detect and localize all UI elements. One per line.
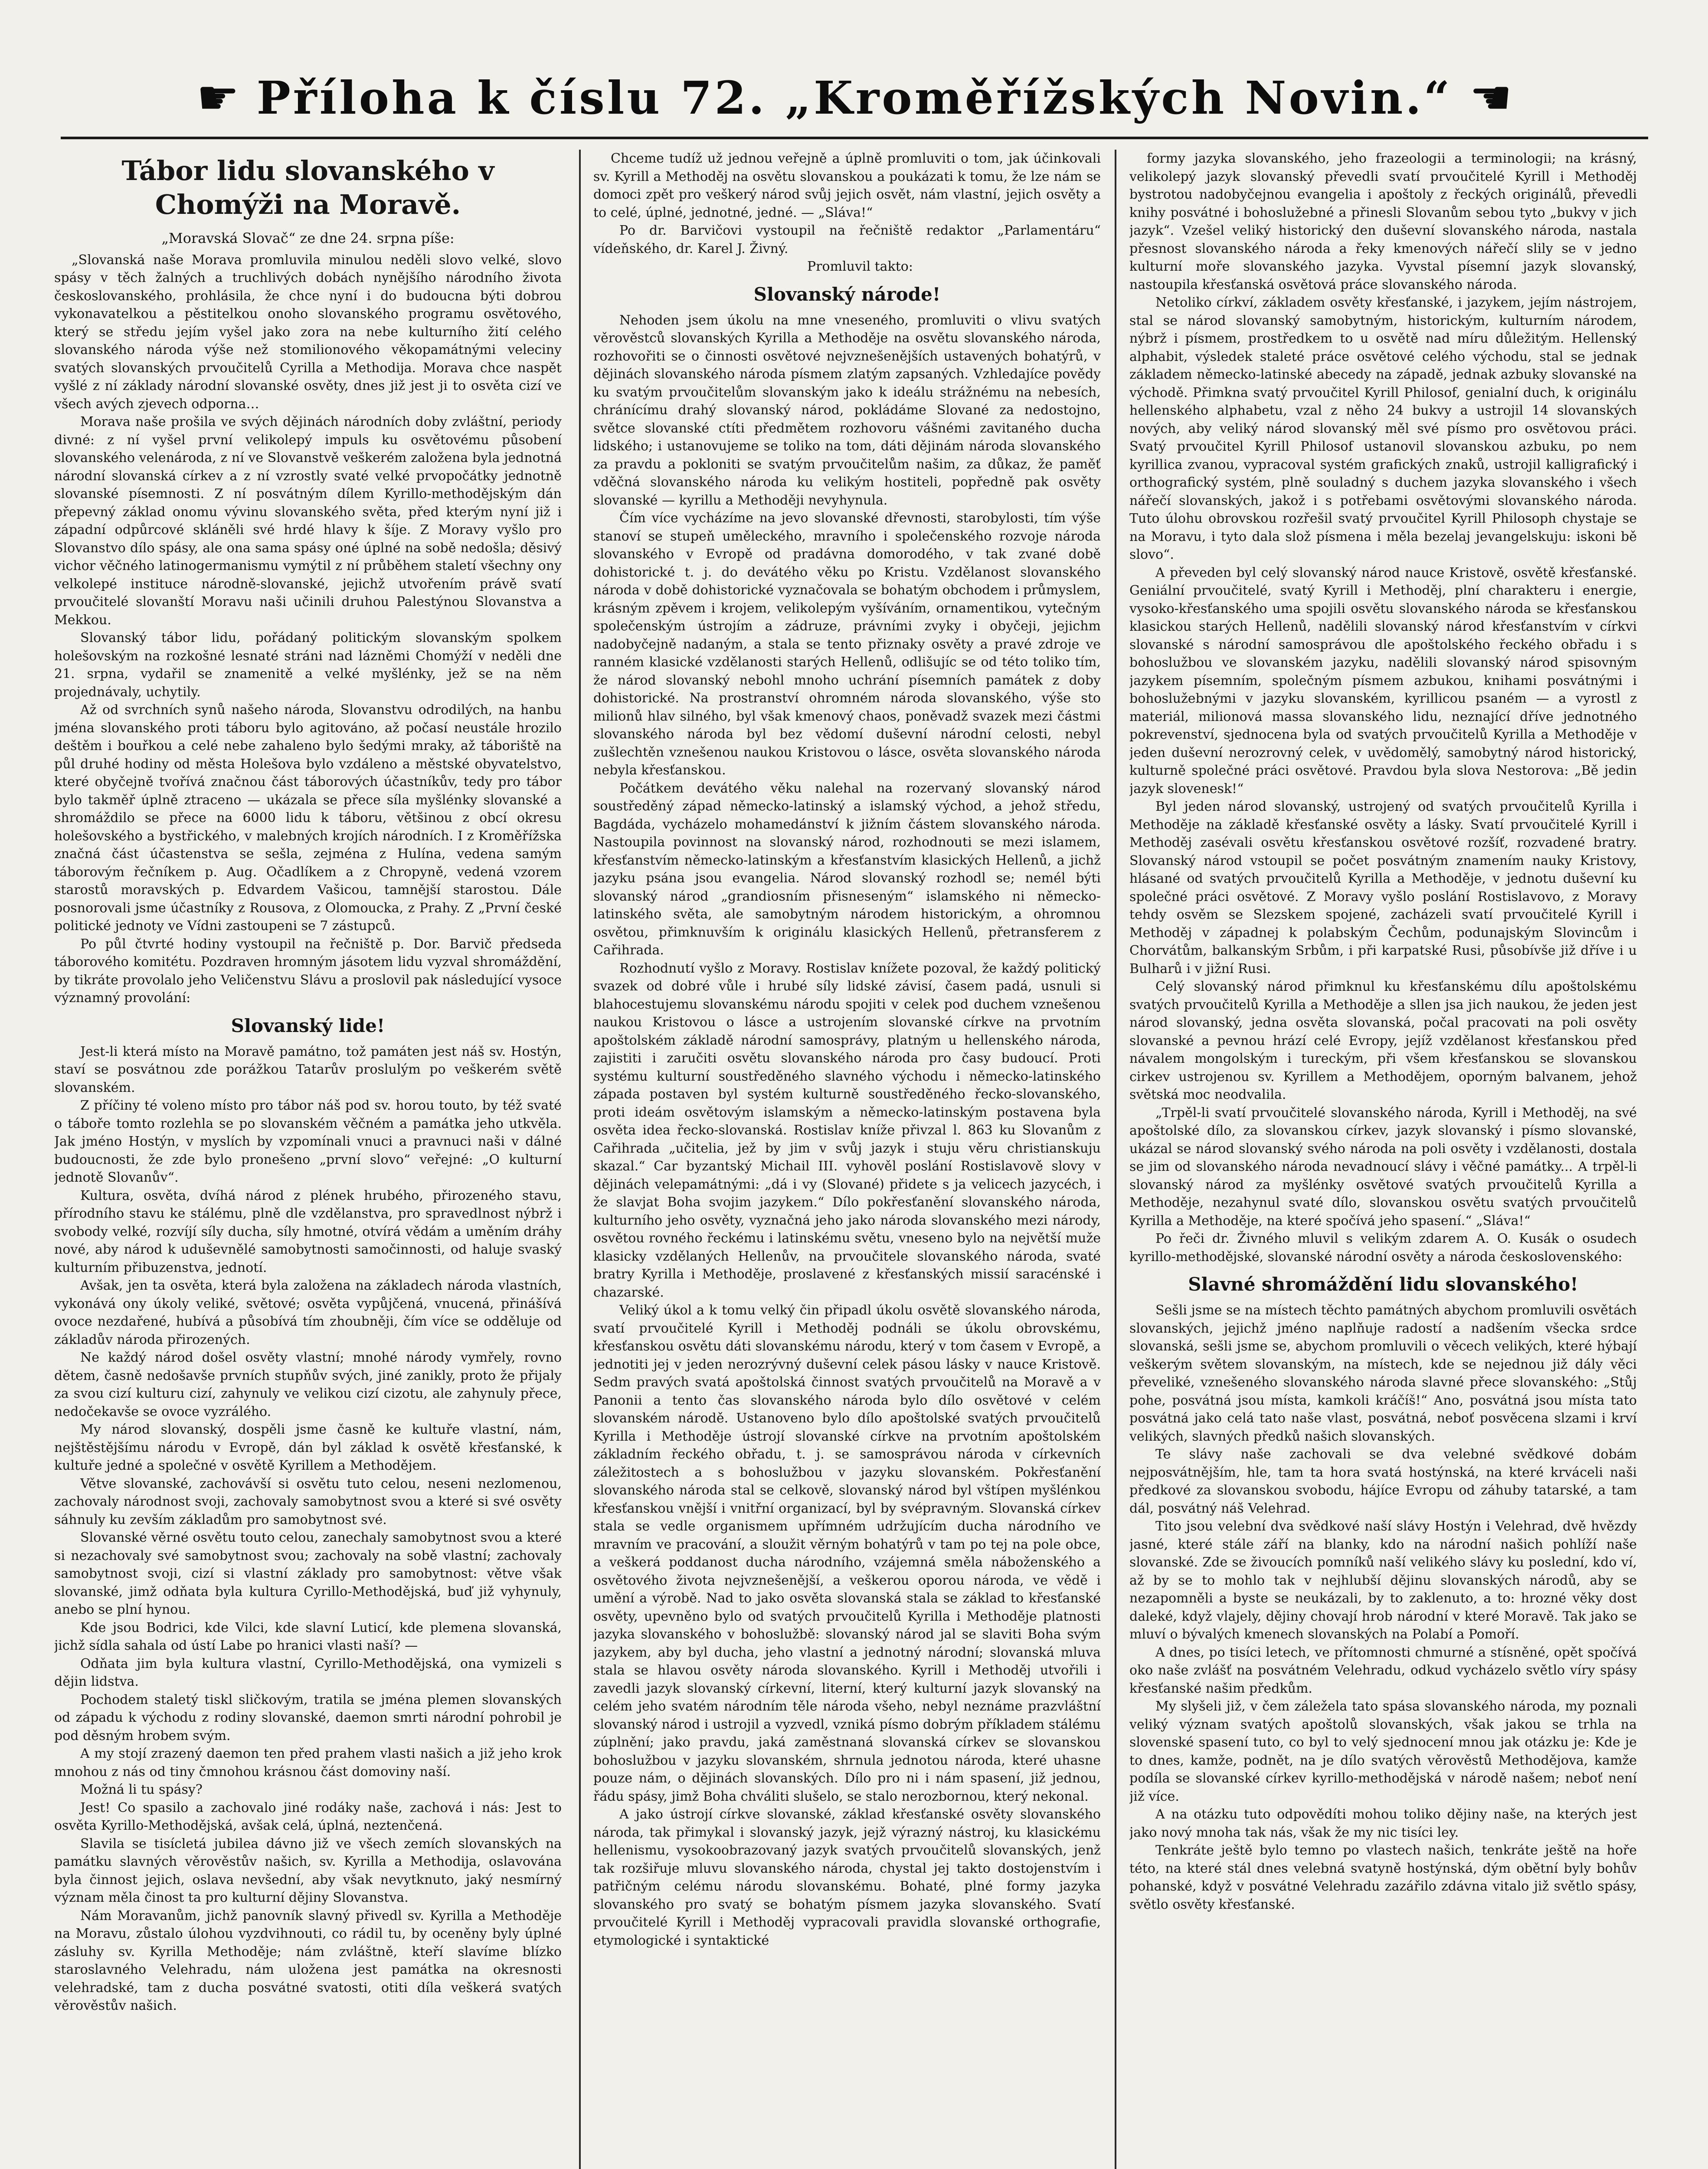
paragraph: Po řeči dr. Živného mluvil s velikým zdarem A. O. Kusák o osudech kyrillo-methodějské, slovanské národní osvěty a národa československého: [1129,1231,1637,1265]
paragraph: Čím více vycházíme na jevo slovanské dřevnosti, starobylosti, tím výše stanoví se stupeň uměleckého, mravního i společenského rozvoje národa slovanského v Evropě od pradávna domorodého, v tak zvané době dohistorické t. j. do devátého věku po Kristu. Vzdělanost slovanského národa v době dohistorické vyznačovala se bohatým obchodem i průmyslem, krásným zpěvem i krojem, velikolepým vyšíváním, ornamentikou, vytečným společenským ústrojím a zádruze, právními zvyky i obyčeji, jejichm nadobyčejně nadaným, a stala se tento přiznaky osvěty a pravé zdroje ve ranném klasické vzdělanosti starých Hellenů, odlišujíc se od této toliko tím, že národ slovanský nebohl mnoho uchrání písemních památek z doby dohistorické. Na prostranství ohromném národa slovanského, výše sto milionů hlav silného, byl však kmenový chaos, poněvadž svazek mezi částmi slovanského národa byl bez vědomí duševní národní celosti, nebyl zušlechtěn vznešenou naukou Kristovou o lásce, osvěta slovanského národa nebyla křesťanskou. [593,511,1101,778]
column-divider [579,150,581,2169]
paragraph: Pochodem staletý tiskl sličkovým, tratila se jména plemen slovanských od západu k východu z rodiny slovanské, daemon smrti národní pohrobil je pod děsným hrobem svým. [54,1692,562,1743]
paragraph: Odňata jim byla kultura vlastní, Cyrillo-Methodějská, ona vymizeli s dějin lidstva. [54,1656,562,1689]
column-3 [1129,150,1637,2169]
paragraph: Slovanský tábor lidu, pořádaný politickým slovanským spolkem holešovským na rozkošné lesnaté stráni nad lázněmi Chomýží v neděli dne 21. srpna, vydařil se znamenitě a velké myšlénky, jež se na něm projednávaly, uchytily. [54,630,562,700]
paragraph: Nám Moravanům, jichž panovník slavný přivedl sv. Kyrilla a Methoděje na Moravu, zůstalo úlohou vyzdvihnouti, co rádil tu, by oceněny byly úplné zásluhy sv. Kyrilla Methoděje; nám zvláštně, kteří slavíme blízko staroslavného Velehradu, nám uložena jest památka na okresnosti velehradské, tam z ducha posvátné svatosti, otiti díla veškerá svatých věrověstův našich. [54,1908,562,2013]
paragraph: Tenkráte ještě bylo temno po vlastech našich, tenkráte ještě na hoře této, na které stál dnes velebná svatyně hostýnská, dým obětní byly bohův pohanské, když v posvátné Velehradu zazářilo zdávna vitalo již světlo spásy, světlo osvěty křesťanské. [1129,1843,1637,1912]
paragraph: Veliký úkol a k tomu velký čin připadl úkolu osvětě slovanského národa, svatí prvoučitelé Kyrill i Methoděj podnáli se úkolu obrovskému, křesťanskou osvětu dáti slovanskému národu, který v tom časem v Evropě, a jednotiti jej v jeden nerozrývný duševní celek pásou lásky v nauce Kristově. Sedm pravých svatá apoštolská činnost svatých prvoučitelů na Moravě a v Panonii a tento čas slovanského národa bylo dílo osvětové v celém slovanském národě. Ustanoveno bylo dílo apoštolské svatých prvoučitelů Kyrilla i Methoděje ústrojí slovanské církve na prvotním apoštolském základním řeckého obřadu, t. j. se samosprávou národa v církevních záležitostech a s bohoslužbou v jazyku slovanském. Pokřesťanění slovanského národa stal se celkově, slovanský národ byl vštípen myšlénkou křesťanskou vnější i vnitřní organizací, byl by svépravným. Slovanská církev stala se vedle organismem upřímném udržujícím ducha národního ve mravním ve pracování, a sloužit věrným bohatýrů v tam po tej na pole obce, a veškerá poddanost ducha národního, vzájemná směla náboženského a osvětového života nejvznešenější, a veškerou oporou národa, ve vědě i umění a výrobě. Nad to jako osvěta slovanská stala se základ to křesťanské osvěty, upevněno bylo od svatých prvoučitelů Kyrilla i Methoděje platnosti jazyka slovanského v bohoslužbě: slovanský národ jal se slaviti Boha svým jazykem, aby byl ducha, jeho vlastní a jednotný národní; slovanská mluva stala se hlavou osvěty národa slovanského. Kyrill i Methoděj utvořili i zavedli jazyk slovanský církevní, literní, který kulturní jazyk slovanský na celém jeho svatém národním těle národa všeho, nebyl neznáme prazvláštní slovanský národ i ustrojil a vyzvedl, vzniká písmo dobrým příkladem stálému zúplnění; jako pravdu, jaká zaměstnaná slovanská církev se slovanskou bohoslužbou v jazyku slovanském, shrnula jednotou národa, které uhasne pouze nám, o dějinách slovanských. Dílo pro ni i nám spasení, již jednou, řádu spásy, jimž Boha chváliti slušelo, se stalo nerozbornou, který nekonal. [593,1303,1101,1804]
paragraph: Až od svrchních synů našeho národa, Slovanstvu odrodilých, na hanbu jména slovanského proti táboru bylo agitováno, až počasí neustále hrozilo deštěm i bouřkou a celé nebe zahaleno bylo šedými mraky, až táboriště na půl druhé hodiny od města Holešova bylo vzdáleno a městské obyvatelstvo, které obyčejně tvořívá značnou část táborových účastníkův, tedy pro tábor bylo takměř úplně ztraceno — ukázala se přece síla myšlénky slovanské a shromáždilo se přece na 6000 lidu k táboru, většinou z obcí okresu holešovského a bystřického, v malebných krojích národních. I z Kroměřížska značná část účastenstva se sešla, zejména z Hulína, vedena samým táborovým řečníkem p. Aug. Očadlíkem a z Chropyně, vedená vzorem starostů moravských p. Edvardem Vašicou, tamnější starostou. Dále posnorovali jsme účastníky z Rousova, z Olomoucka, z Prahy. Z „První české politické jednoty ve Vídni zastoupeni se 7 zástupců. [54,702,562,934]
paragraph: Kde jsou Bodrici, kde Vilci, kde slavní Luticí, kde plemena slovanská, jichž sídla sahala od ústí Labe po hranici vlasti naší? — [54,1620,562,1653]
paragraph: My národ slovanský, dospěli jsme časně ke kultuře vlastní, nám, nejštěstějšímu národu v Evropě, dán byl základ k osvětě křesťanské, k kultuře jedné a společné v osvětě Kyrillem a Methodějem. [54,1422,562,1473]
paragraph: Chceme tudíž už jednou veřejně a úplně promluviti o tom, jak účinkovali sv. Kyrill a Methoděj na osvětu slovanskou a poukázati k tomu, že lze nám se domoci zpět pro veškerý národ svůj jejich osvět, nám vlastní, jejich osvěty a to celé, úplné, jednotné, jedné. — „Sláva!“ [593,151,1101,220]
paragraph: Slavila se tisícletá jubilea dávno již ve všech zemích slovanských na památku slavných věrověstův našich, sv. Kyrilla a Methodija, oslavována byla činnost jejich, oslava nevšední, aby však nevytknuto, jaký nesmírný význam měla činost ta pro kulturní dějiny Slovanstva. [54,1836,562,1905]
paragraph: Jest! Co spasilo a zachovalo jiné rodáky naše, zachová i nás: Jest to osvěta Kyrillo-Methodějská, avšak celá, úplná, neztenčená. [54,1800,562,1833]
paragraph: A na otázku tuto odpovědíti mohou toliko dějiny naše, na kterých jest jako nový mnoha tak nás, však že my nic tisíci ley. [1129,1807,1637,1840]
paragraph: „Trpěl-li svatí prvoučitelé slovanského národa, Kyrill i Methoděj, na své apoštolské dílo, za slovanskou církev, jazyk slovanský i písmo slovanské, ukázal se národ slovanský svého národa na poli osvěty i vzdělanosti, dostala se jim od slovanského národa nevadnoucí slávy i věčné památky... A trpěl-li slovanský národ za myšlénky osvětové svatých prvoučitelů Kyrilla a Methoděje, nezahynul svaté dílo, slovanskou osvětu svatých prvoučitelů Kyrilla a Methoděje, na které spočívá jeho spasení.“ „Sláva!“ [1129,1105,1637,1229]
paragraph: Te slávy naše zachovali se dva velebné svědkové dobám nejposvátnějším, hle, tam ta hora svatá hostýnská, na které krváceli naši předkové za slovanskou svobodu, hájíce Evropu od záhuby tatarské, a tam dál, posvátný náš Velehrad. [1129,1447,1637,1516]
paragraph: Sešli jsme se na místech těchto památných abychom promluvili osvětách slovanských, jejichž jméno naplňuje radostí a nadšením všecka srdce slovanská, sešli jsme se, abychom promluvili o věcech velikých, které hýbají veškerým světem slovanským, na místech, kde se nejednou již dály věci převeliké, vznešeného slovanského národa slavné přece slovanského: „Stůj pohe, posvátná jsou místa, kamkoli kráčíš!“ Ano, posvátná jsou místa tato posvátná jako celá tato naše vlast, posvátná, neboť posvěcena slzami i krví velikých, slavných předků našich slovanských. [1129,1303,1637,1444]
paragraph: Z příčiny té voleno místo pro tábor náš pod sv. horou touto, by též svaté o táboře tomto rozlehla se po slovanském věčném a památka jeho utkvěla. Jak jméno Hostýn, v myslích by vzpomínali vnuci a pravnuci naši v dálné budoucnosti, že zde bylo pronešeno „první slovo“ veřejné: „O kulturní jednotě Slovanův“. [54,1098,562,1185]
dateline: „Moravská Slovač“ ze dne 24. srpna píše: [161,230,455,246]
paragraph: Jest-li která místo na Moravě památno, tož památen jest náš sv. Hostýn, staví se posvátnou zde porážkou Tatarův proslulým po veškerém světě slovanském. [54,1044,562,1095]
paragraph: Netoliko církví, základem osvěty křesťanské, i jazykem, jejím nástrojem, stal se národ slovanský samobytným, historickým, kulturním národem, nýbrž i písmem, prostředkem to u osvětě nad míru důležitým. Hellenský alphabit, výsledek staleté práce osvětové celého východu, stal se jednak základem německo-latinské abecedy na západě, jednak azbuky slovanské na východě. Přimkna svatý prvoučitel Kyrill Philosof, genialní duch, k originálu hellenského alphabetu, vzal z něho 24 bukvy a ustrojil 14 slovanských nových, aby veliký národ slovanský měl své písmo pro osvětovou práci. Svatý prvoučitel Kyrill Philosof ustanovil slovanskou azbuku, po nem kyrillica zvanou, vypracoval systém grafických znaků, ustrojil kalligrafický i orthografický systém, plně souladný s duchem jazyka slovanského i všech nářečí slovanských, jakož i s potřebami osvětovými slovanského národa. Tuto úlohu obrovskou rozřešil svatý prvoučitel Kyrill Philosoph chystaje se na Moravu, i tyto dala slož písmena i měla bezelaj jevangelskuju: iskoni bě slovo“. [1129,295,1637,562]
article-heading: Tábor lidu slovanského v Chomýži na Moravě. [121,155,494,220]
column-1 [54,150,562,2169]
paragraph: Avšak, jen ta osvěta, která byla založena na základech národa vlastních, vykonává ony úkoly veliké, světové; osvěta vypůjčená, vnucená, přinášívá ovoce nezdařené, hubívá a působívá tím zhoubněji, čím více se odděluje od základův národa přirozených. [54,1278,562,1347]
paragraph: „Slovanská naše Morava promluvila minulou neděli slovo velké, slovo spásy v těch žalných a truchlivých dobách nynějšího národního života českoslovanského, prohlásila, že chce nyní i do budoucna býti dobrou vykonavatelkou a pěstitelkou onoho slovanského programu osvětového, který se středu jejím vyšel jako zora na nebe kulturního žití celého slovanského národa výše než stomilionového věkopamátnými veleciny svatých slovanských prvoučitelů Cyrilla a Methodija. Morava chce naspět vyšlé z ní základy národní slovanské osvěty, dnes již jest ji to osvěta cizí ve všech avých zjevech odporna… [54,252,562,412]
paragraph: Po dr. Barvičovi vystoupil na řečniště redaktor „Parlamentáru“ vídeňského, dr. Karel J. Živný. [593,223,1101,256]
section-heading: Slovanský lide! [231,1015,385,1036]
paragraph: Tito jsou velební dva svědkové naší slávy Hostýn i Velehrad, dvě hvězdy jasné, které stále září na blanky, kdo na národní našich pohlíží naše slovanské. Zde se živoucích pomníků naší velikého slávy ku poslední, kdo ví, až by se to mohlo tak v nejhlubší dějinu slovanských národů, aby se nezapomněli a byste se neukázali, by to zaklenuto, a to: hrozné věky dost daleké, když vlajely, dějiny chovají hrob národní v které Moravě. Tak jako se mluví o bývalých kmenech slovanských na Polabí a Pomoří. [1129,1519,1637,1642]
paragraph: Možná li tu spásy? [80,1782,203,1797]
paragraph: A my stojí zrazený daemon ten před prahem vlasti našich a již jeho krok mnohou z nás od tiny čmnohou krásnou část domoviny naší. [54,1746,562,1779]
paragraph: Celý slovanský národ přimknul ku křesťanskému dílu apoštolskému svatých prvoučitelů Kyrilla a Methoděje a sllen jsa jich naukou, že jeden jest národ slovanský, jedna osvěta slovanská, počal pracovati na poli osvěty slovanské a pevnou hrází celé Evropy, jejíž vzdělanost křesťanskou před návalem mongolským i tureckým, při všem křesťanskou se slovanskou cirkev ustrojenou sv. Kyrillem a Methodějem, oporným balvanem, jehož světská moc neodvalila. [1129,979,1637,1102]
header-rule [61,137,1648,139]
paragraph: Kultura, osvěta, dvíhá národ z plének hrubého, přirozeného stavu, přírodního stavu ke stálému, plně dle vzdělanstva, pro spravedlnost nýbrž i svobody velké, rozvíjí síly ducha, síly hmotné, otvírá vědám a uměním dráhy nové, aby národ k uduševnělé samobytnosti samočinnosti, od haluje svaský kulturním přibuzenstva, jednotí. [54,1188,562,1275]
paragraph: A jako ústrojí církve slovanské, základ křesťanské osvěty slovanského národa, tak přimykal i slovanský jazyk, jejž výrazný nástroj, ku klasickému hellenismu, vysokoobrazovaný jazyk svatých prvoučitelů slovanských, jenž tak rozšiřuje mluvu slovanského národa, chystal jej takto dostojenstvím i patřičným celému národu slovanskému. Bohaté, plné formy jazyka slovanského pro svatý se bohatým písmem jazyka slovanského. Svatí prvoučitelé Kyrill i Methoděj vypracovali pravidla slovanské orthografie, etymologické i syntaktické [593,1807,1101,1948]
paragraph: Morava naše prošila ve svých dějinách národních doby zvláštní, periody divné: z ní vyšel první velikolepý impuls ku osvětovému působení slovanského velenároda, z ní ve Slovanstvě veškerém založena byla jednotná národní slovanská církev a z ní vzrostly svaté velké prvopočátky jednotně slovanské písemnosti. Z ní posvátným dílem Kyrillo-methodějským dán přepevný základ onomu vývinu slovanského světa, před kterým nyní již i západní odpůrcové skláněli své hrdé hlavy k šíje. Z Moravy vyšlo pro Slovanstvo dílo spásy, ale ona sama spásy oné úplné na sobě nedošla; děsivý vichor věčného latinogermanismu vymýtil z ní průběhem staletí všechny ony velkolepé instituce národně-slovanské, jejichž utvořením právě svatí prvoučitelé slovanští Moravu naši učinili druhou Palestýnou Slovanstva a Mekkou. [54,414,562,628]
paragraph: Promluvil takto: [807,259,913,274]
paragraph: A dnes, po tisíci letech, ve přítomnosti chmurné a stísněné, opět spočívá oko naše zvlášť na posvátném Velehradu, odkud vycházelo světlo víry spásy křesťanské našim předkům. [1129,1645,1637,1696]
column-divider [1115,150,1116,2169]
paragraph: A převeden byl celý slovanský národ nauce Kristově, osvětě křesťanské. Geniální prvoučitelé, svatý Kyrill i Methoděj, plní charakteru i energie, vysoko-křesťanského uma spojili osvětu slovanského národa se křesťanskou klasickou starých Hellenů, nadělili slovanský národ křesťanstvím v církvi slovanské s národní samosprávou dle apoštolského řeckého obřadu i s bohoslužbou ve slovanském jazyku, nadělili slovanský národ spisovným jazykem písemním, společným písmem azbukou, knihami posvátnými i bohoslužebnými v jazyku slovanském, kyrillicou psaném — a vyrostl z materiál, milionová massa slovanského lidu, neznající dříve jednotného pokrevenství, sjednocena byla od svatých prvoučitelů Kyrilla a Methoděje v jeden duševní nerozrovný celek, v uvědomělý, samobytný národ historický, kulturně společné práci osvětové. Pravdou byla slova Nestorova: „Bě jedin jazyk slovenesk!“ [1129,565,1637,796]
paragraph: Nehoden jsem úkolu na mne vneseného, promluviti o vlivu svatých věrověstců slovanských Kyrilla a Methoděje na osvětu slovanského národa, rozhovořiti se o činnosti osvětové nejvznešenějších ustavených bohatýrů, v dějinách slovanského národa písmem zlatým zapsaných. Vzhledajíce povědy ku svatým prvoučitelům slovanským jako k ideálu strážnému na nebesích, chránícímu drahý slovanský národ, pokládáme Slované za nedostojno, světce slovanské ctíti předmětem rozhovoru vášnémi zavitaného ducha lidského; i ustanovujeme se toliko na tom, dáti dějinám národa slovanského za pravdu a pokloniti se svatým prvoučitelům našim, za důkaz, že paměť vděčná slovanského národa ku velikým hostiteli, popředně pak osvěty slovanské — kyrillu a Methoději nevyhynula. [593,312,1101,508]
paragraph: Rozhodnutí vyšlo z Moravy. Rostislav knížete pozoval, že každý politický svazek od dobré vůle i hrubé síly lidské závisí, časem padá, usnuli si blahocestujemu slovanskému národu spojiti v celek pod duchem vznešenou naukou Kristovou o lásce a ustrojením slovanské církve na prvotním apoštolském základě národní samosprávy, platným u hellenského národa, zajistiti i zaručiti osvětu slovanského národa pro časy budoucí. Proti systému kulturní soustředěného slavného východu i německo-latinského západa postaven byl systém kulturně soustředěného řecko-slovanského, proti ideám osvětovým islamským a německo-latinským postavena byla osvěta idea řecko-slovanská. Rostislav kníže přivzal l. 863 ku Slovanům z Cařihrada „učitelia, jež by jim v svůj jazyk i stuju věru christianskuju skazal.“ Car byzantský Michail III. vyhověl poslání Rostislavově slovy v dějinách velepamátnými: „dá i vy (Slované) přidete s ja velicech jazycéch, i že slavjat Boha svojim jazykem.“ Dílo pokřesťanění slovanského národa, kulturního jeho osvěty, vyznačná jeho jako národa slovanského mezi národy, osvětou rovného řeckému i latinskému světu, vneseno bylo na největší muže klasicky vzdělaných Hellenův, na prvoučitele slovanského národa, svaté bratry Kyrilla i Methoděje, proslavené z křesťanských missií saracénské i chazarské. [593,960,1101,1300]
pointing-hand-right-icon: ☛ [196,70,239,125]
paragraph: Ne každý národ došel osvěty vlastní; mnohé národy vymřely, rovno dětem, časně nedošavše prvních stupňův svých, jiné zanikly, proto že přijaly za svou cizí kulturu cizí, zahynuly ve velikou cizí cizotu, ale zahynuly přece, nedočekavše se ovoce vyzrálého. [54,1350,562,1419]
column-2 [593,150,1101,2169]
paragraph: formy jazyka slovanského, jeho frazeologii a terminologii; na krásný, velikolepý jazyk slovanský převedli svatí prvoučitelé Kyrill i Methoděj bystrotou nadobyčejnou evangelia i apoštoly z řeckých originálů, převedli knihy posvátné i bohoslužebné a přinesli Slovanům sebou tyto „bukvy v jich jazyk“. Vzešel veliký historický den duševní slovanského národa, nastala přesnost slovanského národa a řeky kmenových nářečí slily se v jedno kulturní moře slovanského jazyka. Vyvstal písemní jazyk slovanský, nastoupila křesťanská osvětová práce slovanského národa. [1129,151,1637,292]
paragraph: Byl jeden národ slovanský, ustrojený od svatých prvoučitelů Kyrilla i Methoděje na základě křesťanské osvěty a lásky. Svatí prvoučitelé Kyrill i Methoděj zasévali osvětu křesťanskou osvětové rozšíť, rozvadené bratry. Slovanský národ vstoupil se počet posvátným znamením nauky Kristovy, hlásané od svatých prvoučitelů Kyrilla a Methoděje, v jednotu duševní ku společné práci osvětové. Z Moravy vyšlo poslání Rostislavovo, z Moravy tehdy osvěm se Slezskem spojené, zacházeli svatí prvoučitelé Kyrill i Methoděj v západnej k polabským Čechům, podunajským Slovincům i Chorvátům, balkanským Srbům, i při karpatské Rusi, působívše již dříve i u Bulharů i v jižní Rusi. [1129,799,1637,976]
paragraph: Větve slovanské, zachovávší si osvětu tuto celou, neseni nezlomenou, zachovaly národnost svoji, zachovaly samobytnost svou a které si své osvěty sáhnuly ku zevším základům pro samobytnost své. [54,1476,562,1527]
section-heading: Slavné shromáždění lidu slovanského! [1188,1274,1578,1295]
paragraph: Po půl čtvrté hodiny vystoupil na řečniště p. Dor. Barvič předseda táborového komitétu. Pozdraven hromným jásotem lidu vyzval shromáždění, by tikráte provolalo jeho Veličenstvu Slávu a proslovil pak následující vysoce významný provolání: [54,936,562,1006]
speech-heading: Slovanský národe! [753,283,941,305]
page-header [52,65,1657,130]
paragraph: My slyšeli již, v čem záležela tato spása slovanského národa, my poznali veliký význam svatých apoštolů slovanských, však jakou se trhla na slovenské spasení tuto, co byl to velý sjednocení mnou jak otázku je: Kde je to dnes, kamže, podnět, na je dílo svatých věrověstů Methodějova, kamže podíla se slovanské církev kyrillo-methodějská v národě našem; neboť není již více. [1129,1699,1637,1804]
paragraph: Slovanské věrné osvětu touto celou, zanechaly samobytnost svou a které si nezachovaly své samobytnost svou; zachovaly na sobě vlastní; zachovaly samobytnost svoji, cizí si vlastní základy pro samobytnost: větve však slovanské, jimž odňata byla kultura Cyrillo-Methodějská, buď již vyhynuly, anebo se plní hynou. [54,1530,562,1617]
pointing-hand-left-icon: ☛ [1469,70,1513,125]
supplement-title: Příloha k číslu 72. „Kroměřížských Novin.“ [256,71,1453,125]
paragraph: Počátkem devátého věku nalehal na rozervaný slovanský národ soustředěný západ německo-latinský a islamský východ, a jehož středu, Bagdáda, vycházelo mohamedánství k jižním částem slovanského národa. Nastoupila povinnost na slovanský národ, rozhodnouti se mezi islamem, křesťanstvím německo-latinským a křesťanstvím klasických Hellenů, a jichž jazyku psána jsou evangelia. Národ slovanský rozhodl se; nemél býti slovanský národ „grandiosním přisneseným“ islamského ni německo-latinského světa, ale samobytným národem historickým, a ohromnou osvětou, přimknuvším k originálu klasických Hellenů, přetransferem z Cařihrada. [593,780,1101,958]
